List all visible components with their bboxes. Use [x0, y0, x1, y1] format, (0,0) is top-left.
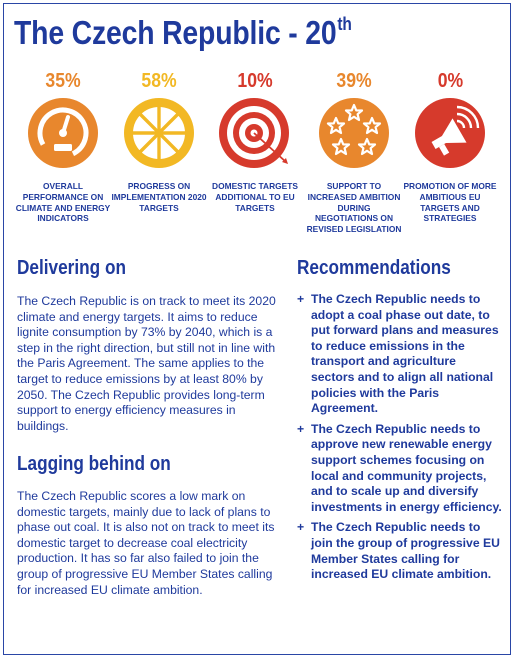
plus-icon: + [297, 292, 305, 306]
kpi-promotion-targets [401, 70, 499, 224]
kpi-support-ambition [305, 70, 403, 235]
plus-icon: + [297, 421, 305, 436]
kpi-value: 58% [141, 70, 177, 92]
plus-icon: + [297, 520, 305, 535]
page-title: The Czech Republic - 20th [14, 14, 352, 51]
recommendations-list [297, 292, 502, 588]
kpi-value: 35% [45, 70, 81, 92]
lagging-text: The Czech Republic scores a low mark on domestic targets, mainly due to lack of plans to phase out coal. It is also not on track to meet its domestic target to decrease coal electricity production. It has so far also failed to join the group of progressive EU Member States calling for increased EU climate ambition. [17, 489, 275, 597]
kpi-caption: OVERALL PERFORMANCE ON CLIMATE AND ENERGY INDICATORS [15, 181, 111, 224]
kpi-caption: PROGRESS ON IMPLEMENTATION 2020 TARGETS [111, 181, 207, 213]
list-item: + The Czech Republic needs to approve new renewable energy support schemes focusing on local and community projects, and to scale up and diversify investments in energy efficiency. [297, 421, 502, 514]
kpi-value: 39% [336, 70, 372, 92]
kpi-row [0, 70, 516, 250]
list-item: + The Czech Republic needs to adopt a coal phase out date, to put forward plans and measures to reduce emissions in the transport and agriculture sectors and to align all national policies with the Paris Agreement. [297, 292, 499, 416]
title-superscript: th [337, 14, 352, 34]
delivering-heading: Delivering on [17, 257, 126, 279]
kpi-caption: PROMOTION OF MORE AMBITIOUS EU TARGETS AND STRATEGIES [403, 181, 497, 224]
citrus-slice-icon [122, 96, 196, 170]
delivering-text: The Czech Republic is on track to meet its 2020 climate and energy targets. It aims to reduce lignite consumption by 73% by 2040, which is a step in the right direction, but still not in line with the Paris Agreement. The same applies to the target to reduce emissions by at least 80% by 2050. The Czech Republic provides long-term support to energy efficiency measures in buildings. [17, 294, 276, 433]
eu-stars-icon [317, 96, 391, 170]
recommendations-heading: Recommendations [297, 257, 451, 279]
kpi-caption: SUPPORT TO INCREASED AMBITION DURING NEGOTIATIONS ON REVISED LEGISLATION [306, 181, 402, 235]
kpi-value: 0% [437, 70, 463, 92]
kpi-value: 10% [237, 70, 273, 92]
kpi-domestic-targets [206, 70, 304, 213]
list-item: + The Czech Republic needs to join the group of progressive EU Member States calling for increased EU climate ambition. [297, 520, 500, 582]
megaphone-icon [413, 96, 487, 170]
kpi-overall-performance [14, 70, 112, 224]
lagging-heading: Lagging behind on [17, 453, 171, 475]
kpi-progress-implementation [110, 70, 208, 213]
speedometer-icon [26, 96, 100, 170]
kpi-caption: DOMESTIC TARGETS ADDITIONAL TO EU TARGETS [212, 181, 298, 213]
target-icon [218, 96, 292, 170]
